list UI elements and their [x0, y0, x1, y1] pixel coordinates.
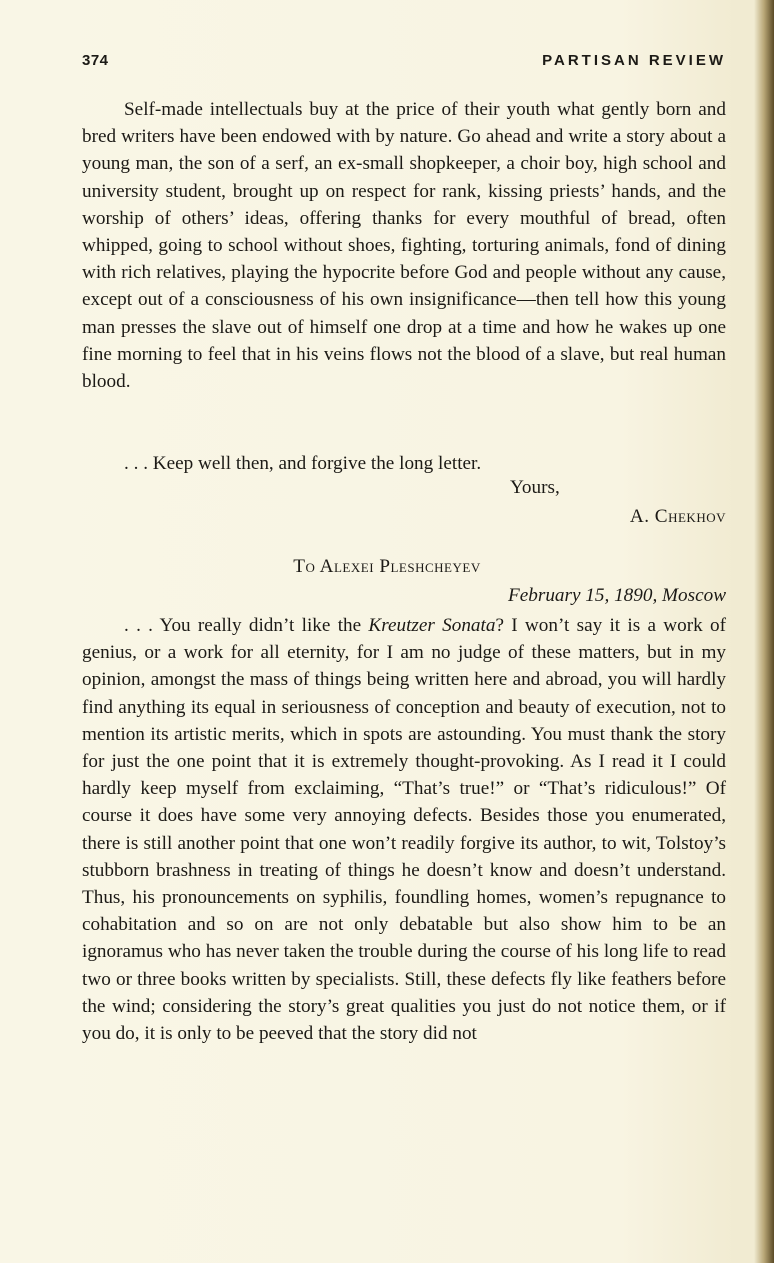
work-title: Kreutzer Sonata [368, 615, 496, 636]
page-header [82, 52, 726, 76]
paragraph-start: . . . You really didn’t like the [124, 615, 369, 636]
paragraph-rest: ? I won’t say it is a work of genius, or a work for all eternity, for I am no judge of these matters, but in my opinion, amongst the mass of things being written here and abroad, you will hardly find anything its equal in seriousness of conception and beauty of execution, not to mention its artistic merits, which in spots are astounding. You must thank the story for just the one point that it is extremely thought-provoking. As I read it I could hardly keep myself from exclaiming, “That’s true!” or “That’s ridiculous!” Of course it does have some very annoying defects. Besides those you enumerated, there is still another point that one won’t readily forgive its author, to wit, Tolstoy’s stubborn brashness in treating of things he doesn’t know and doesn’t understand. Thus, his pronouncements on syphilis, foundling homes, women’s repugnance to cohabitation and so on are not only debatable but also show him to be an ignoramus who has never taken the trouble during the course of his long life to read two or three books written by specialists. Still, these defects fly like feathers before the wind; considering the story’s great qualities you just do not notice them, or if you do, it is only to be peeved that the story did not [82, 615, 726, 1045]
letter2-paragraph [82, 612, 726, 1047]
signoff: Yours, [510, 477, 560, 498]
letter-body-paragraph [82, 96, 726, 395]
page-edge-shadow [754, 0, 774, 1263]
letter-dateline: February 15, 1890, Moscow [508, 585, 726, 606]
closing-line: . . . Keep well then, and forgive the long letter. [124, 453, 482, 474]
letter-heading: To Alexei Pleshcheyev [293, 556, 481, 577]
running-head: PARTISAN REVIEW [542, 52, 726, 69]
page-number: 374 [82, 52, 109, 69]
paragraph-text: Self-made intellectuals buy at the price of their youth what gently born and bred writers have been endowed with by nature. Go ahead and write a story about a young man, the son of a serf, an ex-small shopkeeper, a choir boy, high school and university student, brought up on respect for rank, kissing priests’ hands, and the worship of others’ ideas, offering thanks for every mouthful of bread, often whipped, going to school without shoes, fighting, torturing animals, fond of dining with rich relatives, playing the hypocrite before God and people without any cause, except out of a consciousness of his own insignificance—then tell how this young man presses the slave out of himself one drop at a time and how he wakes up one fine morning to feel that in his veins flows not the blood of a slave, but real human blood. [82, 99, 726, 393]
letter2-body [82, 612, 726, 1047]
signature: A. Chekhov [629, 506, 726, 527]
